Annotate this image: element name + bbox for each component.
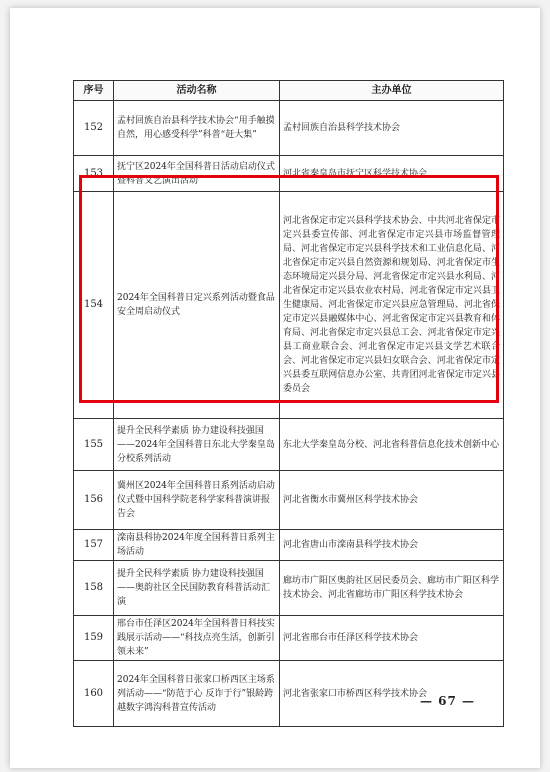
table-row — [74, 101, 504, 156]
row-seq: 156 — [74, 471, 114, 530]
row-seq: 154 — [74, 192, 114, 419]
row-activity-name: 提升全民科学素质 协力建设科技强国——2024年全国科普日东北大学秦皇岛分校系列活动 — [114, 419, 280, 471]
row-organizer: 东北大学秦皇岛分校、河北省科普信息化技术创新中心 — [280, 419, 504, 471]
row-activity-name: 抚宁区2024年全国科普日活动启动仪式暨科普文艺演出活动 — [114, 156, 280, 192]
row-organizer: 河北省秦皇岛市抚宁区科学技术协会 — [280, 156, 504, 192]
row-seq: 160 — [74, 661, 114, 727]
row-seq: 158 — [74, 561, 114, 616]
row-activity-name: 提升全民科学素质 协力建设科技强国——奥韵社区全民国防教育科普活动汇演 — [114, 561, 280, 616]
row-activity-name: 冀州区2024年全国科普日系列活动启动仪式暨中国科学院老科学家科普演讲报告会 — [114, 471, 280, 530]
row-seq: 152 — [74, 101, 114, 156]
row-seq: 159 — [74, 616, 114, 661]
row-activity-name: 邢台市任泽区2024年全国科普日科技实践展示活动——“科技点亮生活，创新引领未来” — [114, 616, 280, 661]
table-row-highlighted — [74, 192, 504, 419]
row-seq: 155 — [74, 419, 114, 471]
row-organizer: 河北省邢台市任泽区科学技术协会 — [280, 616, 504, 661]
table-row — [74, 561, 504, 616]
header-name: 活动名称 — [114, 81, 280, 101]
row-activity-name: 滦南县科协2024年度全国科普日系列主场活动 — [114, 530, 280, 561]
table-row — [74, 616, 504, 661]
document-page — [10, 8, 540, 768]
row-organizer: 河北省张家口市桥西区科学技术协会 — [280, 661, 504, 727]
page-number: — 67 — — [420, 694, 476, 708]
row-organizer: 河北省保定市定兴县科学技术协会、中共河北省保定市定兴县委宣传部、河北省保定市定兴县市场监督管理局、河北省保定市定兴县科学技术和工业信息化局、河北省保定市定兴县自然资源和规划局、河北省保定市生态环境局定兴县分局、河北省保定市定兴县水利局、河北省保定市定兴县农业农村局、河北省保定市定兴县卫生健康局、河北省保定市定兴县应急管理局、河北省保定市定兴县融媒体中心、河北省保定市定兴县教育和体育局、河北省保定市定兴县总工会、河北省保定市定兴县工商业联合会、河北省保定市定兴县文学艺术联合会、河北省保定市定兴县妇女联合会、河北省保定市定兴县委互联网信息办公室、共青团河北省保定市定兴县委员会 — [280, 192, 504, 419]
row-seq: 157 — [74, 530, 114, 561]
row-organizer: 河北省唐山市滦南县科学技术协会 — [280, 530, 504, 561]
row-organizer: 廊坊市广阳区奥韵社区居民委员会、廊坊市广阳区科学技术协会、河北省廊坊市广阳区科学技术协会 — [280, 561, 504, 616]
activity-table — [73, 80, 504, 727]
row-activity-name: 2024年全国科普日张家口桥西区主场系列活动——“防范于心 反诈于行”银龄跨越数字鸿沟科普宣传活动 — [114, 661, 280, 727]
table-header-row — [74, 81, 504, 101]
row-activity-name: 孟村回族自治县科学技术协会“用手触摸自然，用心感受科学”科普“赶大集” — [114, 101, 280, 156]
row-organizer: 孟村回族自治县科学技术协会 — [280, 101, 504, 156]
table-row — [74, 156, 504, 192]
table-row — [74, 419, 504, 471]
row-seq: 153 — [74, 156, 114, 192]
header-seq: 序号 — [74, 81, 114, 101]
header-org: 主办单位 — [280, 81, 504, 101]
row-activity-name: 2024年全国科普日定兴系列活动暨食品安全周启动仪式 — [114, 192, 280, 419]
table-row — [74, 471, 504, 530]
row-organizer: 河北省衡水市冀州区科学技术协会 — [280, 471, 504, 530]
table-row — [74, 530, 504, 561]
